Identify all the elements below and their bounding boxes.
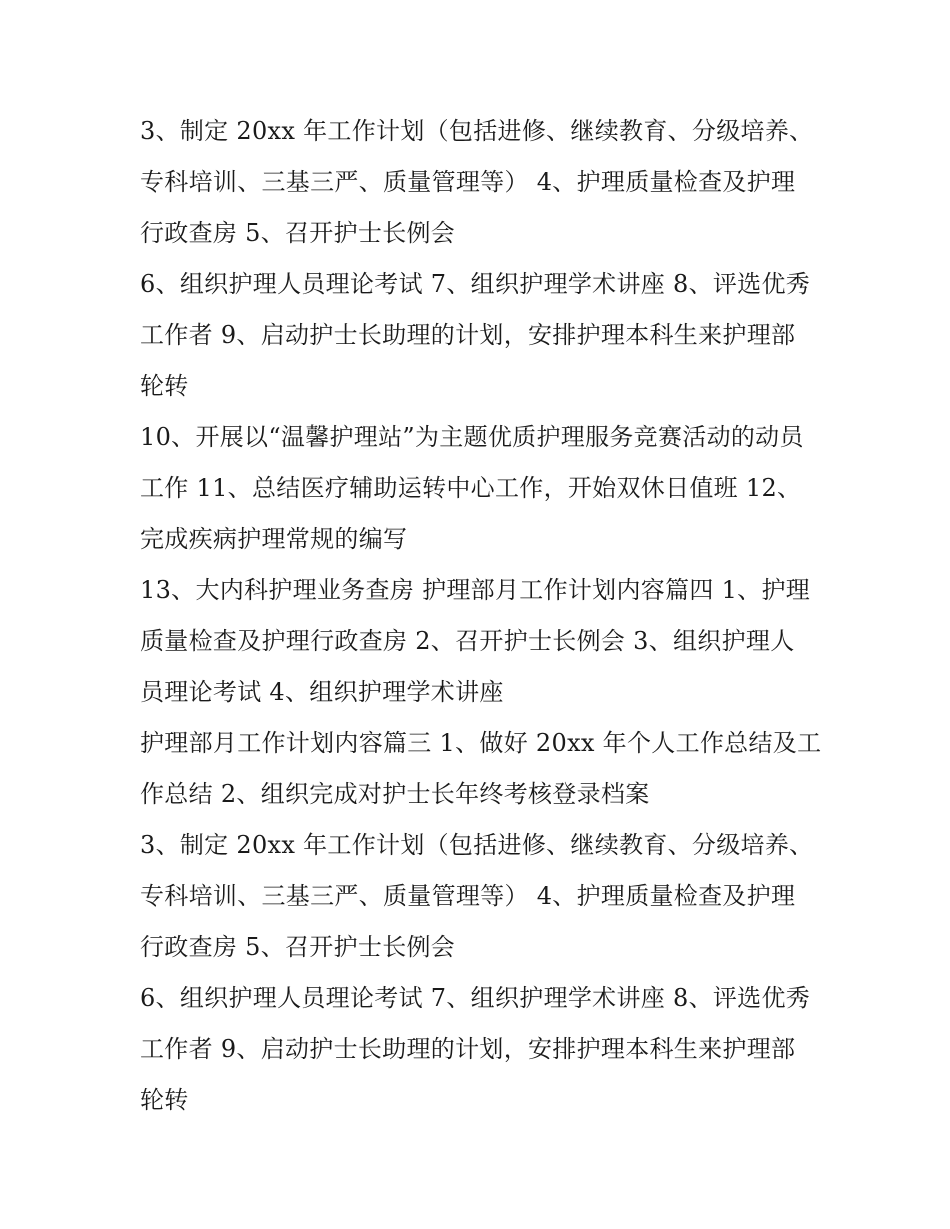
text-line: 3、制定 20xx 年工作计划（包括进修、继续教育、分级培养、 [140,117,814,145]
text-line: 行政查房 5、召开护士长例会 [140,219,456,247]
paragraph-5 [140,718,830,820]
paragraph-1 [140,106,830,259]
text-line: 3、制定 20xx 年工作计划（包括进修、继续教育、分级培养、 [140,831,814,859]
paragraph-2 [140,259,830,412]
text-line: 工作 11、总结医疗辅助运转中心工作，开始双休日值班 12、 [140,474,802,502]
text-line: 作总结 2、组织完成对护士长年终考核登录档案 [140,780,650,808]
text-line: 员理论考试 4、组织护理学术讲座 [140,678,504,706]
text-line: 质量检查及护理行政查房 2、召开护士长例会 3、组织护理人 [140,627,795,655]
text-line: 6、组织护理人员理论考试 7、组织护理学术讲座 8、评选优秀 [140,984,811,1012]
paragraph-6 [140,820,830,973]
text-line: 行政查房 5、召开护士长例会 [140,933,456,961]
text-line: 轮转 [140,372,189,400]
text-line: 工作者 9、启动护士长助理的计划，安排护理本科生来护理部 [140,321,796,349]
text-line: 护理部月工作计划内容篇三 1、做好 20xx 年个人工作总结及工 [140,729,822,757]
text-line: 10、开展以“温馨护理站”为主题优质护理服务竞赛活动的动员 [140,423,804,451]
text-line: 完成疾病护理常规的编写 [140,525,408,553]
text-line: 13、大内科护理业务查房 护理部月工作计划内容篇四 1、护理 [140,576,811,604]
text-line: 轮转 [140,1086,189,1114]
text-line: 专科培训、三基三严、质量管理等） 4、护理质量检查及护理 [140,168,796,196]
paragraph-4 [140,565,830,718]
text-line: 工作者 9、启动护士长助理的计划，安排护理本科生来护理部 [140,1035,796,1063]
paragraph-3 [140,412,830,565]
document-body [140,106,830,1126]
text-line: 专科培训、三基三严、质量管理等） 4、护理质量检查及护理 [140,882,796,910]
paragraph-7 [140,973,830,1126]
text-line: 6、组织护理人员理论考试 7、组织护理学术讲座 8、评选优秀 [140,270,811,298]
